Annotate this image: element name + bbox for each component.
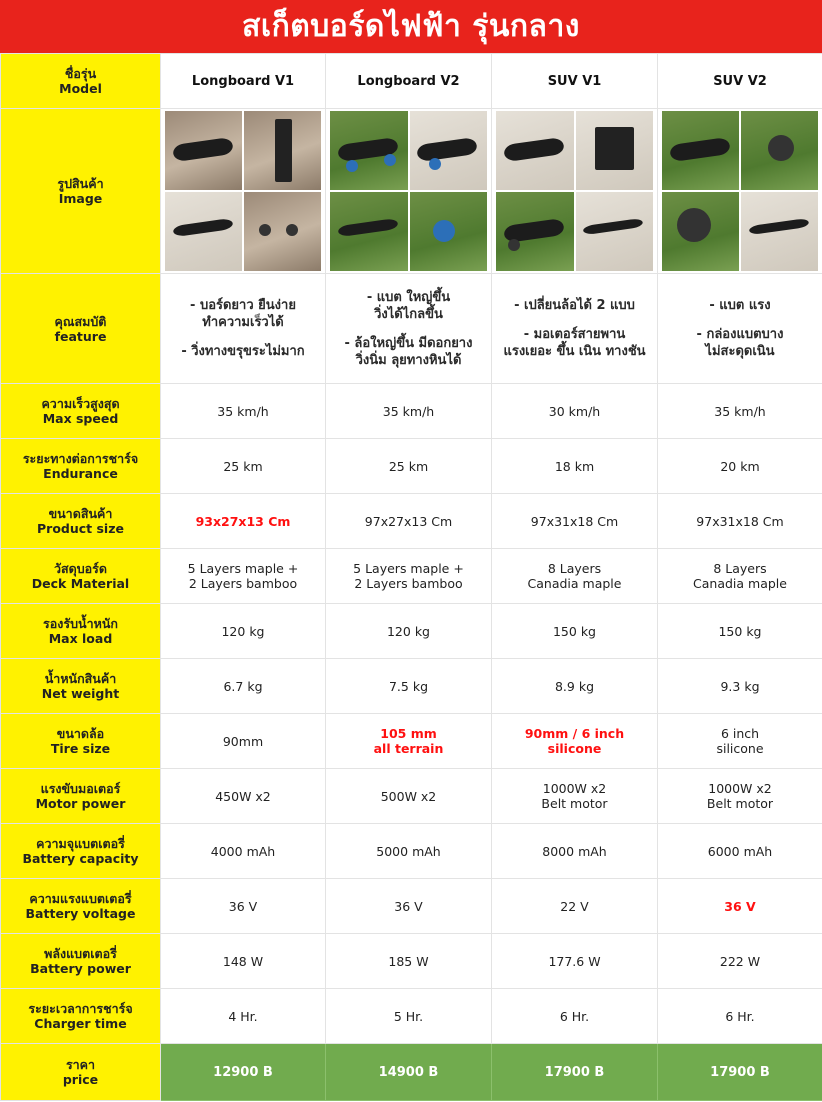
max-load-value: 120 kg — [161, 604, 326, 659]
battery-voltage-value: 36 V — [658, 879, 822, 934]
max-load-value: 120 kg — [326, 604, 492, 659]
battery-power-value: 222 W — [658, 934, 822, 989]
suv-v2-image — [658, 109, 822, 274]
row-charger-time — [1, 989, 822, 1044]
net-weight-value: 9.3 kg — [658, 659, 822, 714]
battery-voltage-value: 36 V — [326, 879, 492, 934]
label-battery-power: พลังแบตเตอรี่ Battery power — [1, 934, 161, 989]
net-weight-value: 6.7 kg — [161, 659, 326, 714]
endurance-value: 18 km — [492, 439, 658, 494]
tire-size-value: 90mm — [161, 714, 326, 769]
price-value: 14900 B — [326, 1044, 492, 1101]
battery-voltage-value: 22 V — [492, 879, 658, 934]
model-name: SUV V1 — [492, 54, 658, 109]
endurance-value: 25 km — [326, 439, 492, 494]
label-charger-time: ระยะเวลาการชาร์จ Charger time — [1, 989, 161, 1044]
tire-size-value: 6 inch silicone — [658, 714, 822, 769]
label-battery-voltage: ความแรงแบตเตอรี่ Battery voltage — [1, 879, 161, 934]
price-value: 17900 B — [658, 1044, 822, 1101]
label-max-load: รองรับน้ำหนัก Max load — [1, 604, 161, 659]
longboard-v2-image — [326, 109, 492, 274]
row-battery-capacity — [1, 824, 822, 879]
row-price — [1, 1044, 822, 1101]
row-max-load — [1, 604, 822, 659]
tire-size-value: 105 mm all terrain — [326, 714, 492, 769]
label-feature: คุณสมบัติ feature — [1, 274, 161, 384]
battery-capacity-value: 8000 mAh — [492, 824, 658, 879]
feature-text: - แบต แรง - กล่องแบตบาง ไม่สะดุดเนิน — [658, 274, 822, 384]
label-motor-power: แรงขับมอเตอร์ Motor power — [1, 769, 161, 824]
row-net-weight — [1, 659, 822, 714]
price-value: 12900 B — [161, 1044, 326, 1101]
charger-time-value: 6 Hr. — [492, 989, 658, 1044]
net-weight-value: 7.5 kg — [326, 659, 492, 714]
row-endurance — [1, 439, 822, 494]
battery-voltage-value: 36 V — [161, 879, 326, 934]
battery-power-value: 148 W — [161, 934, 326, 989]
row-max-speed — [1, 384, 822, 439]
row-motor-power — [1, 769, 822, 824]
net-weight-value: 8.9 kg — [492, 659, 658, 714]
row-battery-voltage — [1, 879, 822, 934]
label-image: รูปสินค้า Image — [1, 109, 161, 274]
label-deck-material: วัสดุบอร์ด Deck Material — [1, 549, 161, 604]
price-value: 17900 B — [492, 1044, 658, 1101]
endurance-value: 20 km — [658, 439, 822, 494]
deck-material-value: 5 Layers maple + 2 Layers bamboo — [326, 549, 492, 604]
battery-capacity-value: 6000 mAh — [658, 824, 822, 879]
max-speed-value: 30 km/h — [492, 384, 658, 439]
product-size-value: 93x27x13 Cm — [161, 494, 326, 549]
tire-size-value: 90mm / 6 inch silicone — [492, 714, 658, 769]
battery-capacity-value: 4000 mAh — [161, 824, 326, 879]
product-size-value: 97x31x18 Cm — [492, 494, 658, 549]
motor-power-value: 1000W x2 Belt motor — [492, 769, 658, 824]
motor-power-value: 450W x2 — [161, 769, 326, 824]
row-tire-size — [1, 714, 822, 769]
product-size-value: 97x27x13 Cm — [326, 494, 492, 549]
label-product-size: ขนาดสินค้า Product size — [1, 494, 161, 549]
deck-material-value: 8 Layers Canadia maple — [658, 549, 822, 604]
suv-v1-image — [492, 109, 658, 274]
max-load-value: 150 kg — [658, 604, 822, 659]
motor-power-value: 500W x2 — [326, 769, 492, 824]
row-battery-power — [1, 934, 822, 989]
page-title: สเก็ตบอร์ดไฟฟ้า รุ่นกลาง — [0, 0, 822, 53]
motor-power-value: 1000W x2 Belt motor — [658, 769, 822, 824]
product-size-value: 97x31x18 Cm — [658, 494, 822, 549]
model-name: Longboard V1 — [161, 54, 326, 109]
label-model: ชื่อรุ่น Model — [1, 54, 161, 109]
deck-material-value: 5 Layers maple + 2 Layers bamboo — [161, 549, 326, 604]
endurance-value: 25 km — [161, 439, 326, 494]
row-model — [1, 54, 822, 109]
feature-text: - แบต ใหญ่ขึ้น วิ่งได้ไกลขึ้น - ล้อใหญ่ขึ้น มีดอกยาง วิ่งนิ่ม ลุยทางหินได้ — [326, 274, 492, 384]
row-deck-material — [1, 549, 822, 604]
charger-time-value: 4 Hr. — [161, 989, 326, 1044]
battery-power-value: 185 W — [326, 934, 492, 989]
row-feature — [1, 274, 822, 384]
deck-material-value: 8 Layers Canadia maple — [492, 549, 658, 604]
spec-table — [0, 53, 822, 1101]
row-image — [1, 109, 822, 274]
max-speed-value: 35 km/h — [326, 384, 492, 439]
model-name: SUV V2 — [658, 54, 822, 109]
charger-time-value: 5 Hr. — [326, 989, 492, 1044]
max-load-value: 150 kg — [492, 604, 658, 659]
feature-text: - บอร์ดยาว ยืนง่าย ทำความเร็วได้ - วิ่งทางขรุขระไม่มาก — [161, 274, 326, 384]
feature-text: - เปลี่ยนล้อได้ 2 แบบ - มอเตอร์สายพาน แรงเยอะ ขึ้น เนิน ทางชัน — [492, 274, 658, 384]
row-product-size — [1, 494, 822, 549]
max-speed-value: 35 km/h — [658, 384, 822, 439]
model-name: Longboard V2 — [326, 54, 492, 109]
battery-power-value: 177.6 W — [492, 934, 658, 989]
battery-capacity-value: 5000 mAh — [326, 824, 492, 879]
label-endurance: ระยะทางต่อการชาร์จ Endurance — [1, 439, 161, 494]
charger-time-value: 6 Hr. — [658, 989, 822, 1044]
label-tire-size: ขนาดล้อ Tire size — [1, 714, 161, 769]
label-price: ราคา price — [1, 1044, 161, 1101]
label-max-speed: ความเร็วสูงสุด Max speed — [1, 384, 161, 439]
label-battery-capacity: ความจุแบตเตอรี่ Battery capacity — [1, 824, 161, 879]
max-speed-value: 35 km/h — [161, 384, 326, 439]
label-net-weight: น้ำหนักสินค้า Net weight — [1, 659, 161, 714]
longboard-v1-image — [161, 109, 326, 274]
